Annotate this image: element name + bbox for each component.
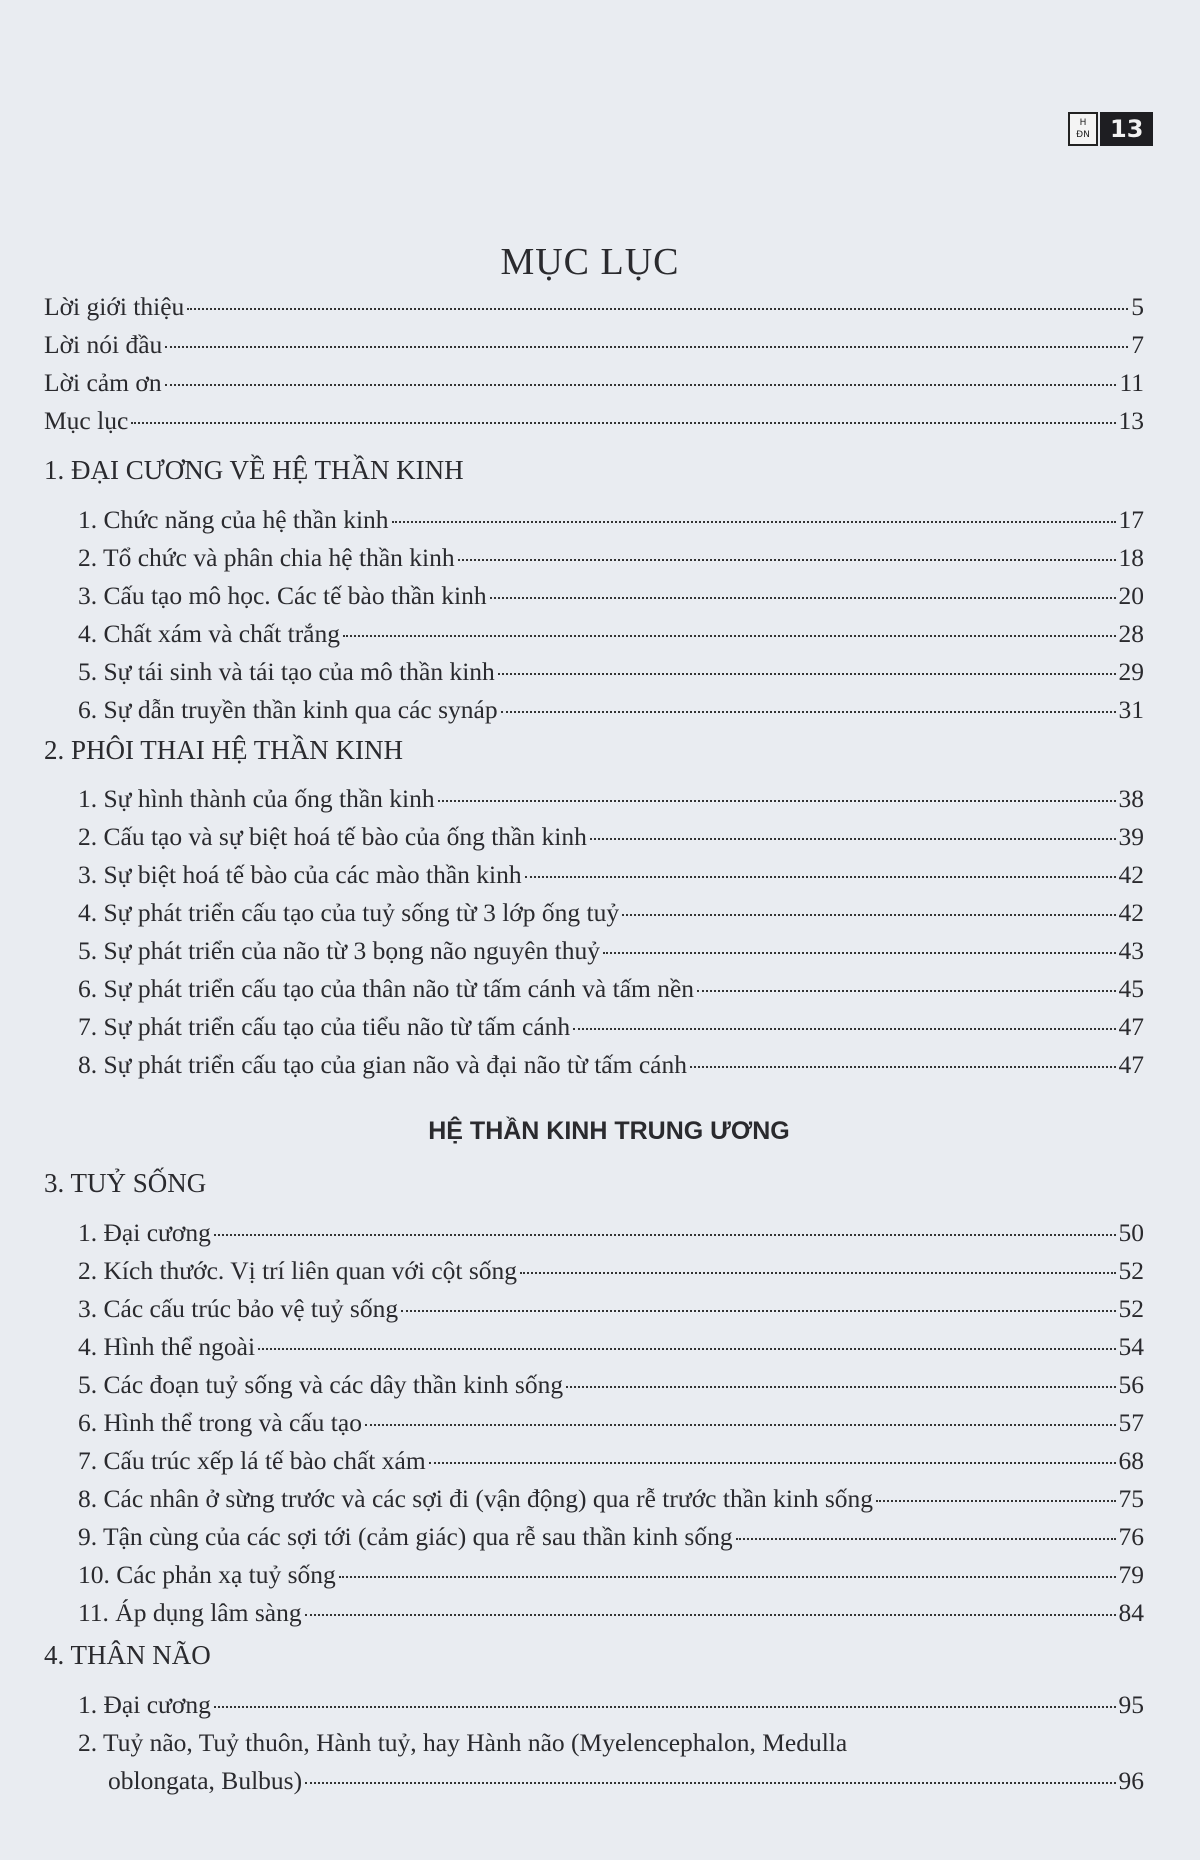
toc-entry[interactable]: 3. Sự biệt hoá tế bào của các mào thần kinh 42: [78, 860, 1144, 889]
toc-entry[interactable]: 3. Cấu tạo mô học. Các tế bào thần kinh 20: [78, 581, 1144, 610]
toc-entry[interactable]: 7. Sự phát triển cấu tạo của tiểu não từ tấm cánh 47: [78, 1012, 1144, 1041]
publisher-logo: H ĐN: [1068, 112, 1098, 146]
toc-entry[interactable]: 8. Sự phát triển cấu tạo của gian não và đại não từ tấm cánh 47: [78, 1050, 1144, 1079]
toc-entry[interactable]: Mục lục 13: [44, 406, 1144, 435]
toc-entry[interactable]: 1. Sự hình thành của ống thần kinh 38: [78, 784, 1144, 813]
toc-entry[interactable]: 5. Sự phát triển của não từ 3 bọng não nguyên thuỷ 43: [78, 936, 1144, 965]
toc-entry[interactable]: 10. Các phản xạ tuỷ sống 79: [78, 1560, 1144, 1589]
toc-entry[interactable]: 4. Hình thể ngoài 54: [78, 1332, 1144, 1361]
toc-entry[interactable]: 6. Sự phát triển cấu tạo của thân não từ tấm cánh và tấm nền 45: [78, 974, 1144, 1003]
toc-entry[interactable]: 5. Sự tái sinh và tái tạo của mô thần kinh 29: [78, 657, 1144, 686]
toc-entry[interactable]: oblongata, Bulbus) 96: [108, 1766, 1144, 1795]
toc-entry[interactable]: 1. Đại cương 95: [78, 1690, 1144, 1719]
page-number: 13: [1100, 112, 1153, 146]
page-number-badge: [1068, 112, 1153, 146]
toc-entry[interactable]: 5. Các đoạn tuỷ sống và các dây thần kinh sống 56: [78, 1370, 1144, 1399]
chapter-heading[interactable]: 1. ĐẠI CƯƠNG VỀ HỆ THẦN KINH: [44, 455, 464, 485]
toc-entry[interactable]: 2. Tổ chức và phân chia hệ thần kinh 18: [78, 543, 1144, 572]
toc-entry[interactable]: Lời nói đầu 7: [44, 330, 1144, 359]
toc-entry[interactable]: Lời giới thiệu 5: [44, 292, 1144, 321]
toc-entry[interactable]: 1. Đại cương 50: [78, 1218, 1144, 1247]
toc-entry[interactable]: Lời cảm ơn 11: [44, 368, 1144, 397]
toc-entry[interactable]: 11. Áp dụng lâm sàng 84: [78, 1598, 1144, 1627]
toc-entry[interactable]: 8. Các nhân ở sừng trước và các sợi đi (vận động) qua rễ trước thần kinh sống 75: [78, 1484, 1144, 1513]
toc-entry[interactable]: 2. Cấu tạo và sự biệt hoá tế bào của ống thần kinh 39: [78, 822, 1144, 851]
toc-entry[interactable]: 4. Chất xám và chất trắng 28: [78, 619, 1144, 648]
toc-entry[interactable]: 4. Sự phát triển cấu tạo của tuỷ sống từ 3 lớp ống tuỷ 42: [78, 898, 1144, 927]
toc-entry[interactable]: 3. Các cấu trúc bảo vệ tuỷ sống 52: [78, 1294, 1144, 1323]
toc-entry[interactable]: 2. Kích thước. Vị trí liên quan với cột sống 52: [78, 1256, 1144, 1285]
toc-entry[interactable]: 6. Sự dẫn truyền thần kinh qua các synáp 31: [78, 695, 1144, 724]
chapter-heading[interactable]: 2. PHÔI THAI HỆ THẦN KINH: [44, 735, 403, 765]
chapter-heading[interactable]: 4. THÂN NÃO: [44, 1640, 211, 1670]
toc-entry[interactable]: 1. Chức năng của hệ thần kinh 17: [78, 505, 1144, 534]
chapter-heading[interactable]: 3. TUỶ SỐNG: [44, 1168, 207, 1198]
toc-entry[interactable]: 7. Cấu trúc xếp lá tế bào chất xám 68: [78, 1446, 1144, 1475]
page-title: MỤC LỤC: [500, 241, 680, 283]
toc-entry[interactable]: 9. Tận cùng của các sợi tới (cảm giác) qua rễ sau thần kinh sống 76: [78, 1522, 1144, 1551]
section-heading: HỆ THẦN KINH TRUNG ƯƠNG: [428, 1117, 790, 1145]
toc-entry-wrapped-line[interactable]: 2. Tuỷ não, Tuỷ thuôn, Hành tuỷ, hay Hành não (Myelencephalon, Medulla: [78, 1728, 848, 1757]
toc-entry[interactable]: 6. Hình thể trong và cấu tạo 57: [78, 1408, 1144, 1437]
